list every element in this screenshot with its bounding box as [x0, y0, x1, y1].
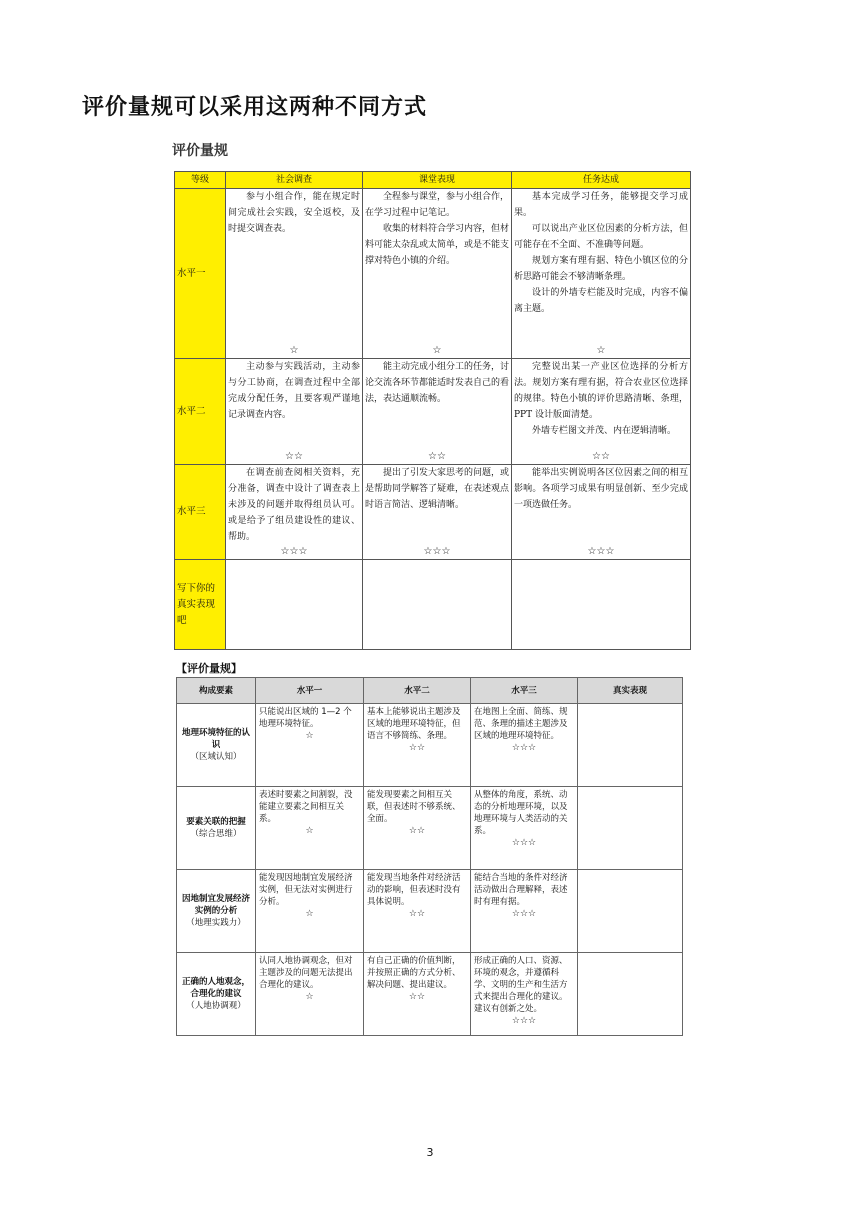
rubric1-cell — [363, 560, 512, 650]
rubric1-cell-paragraph: 在调查前查阅相关资料，充分准备，调查中设计了调查表上未涉及的问题并取得组员认可。或是给予了组员建设性的建议、帮助。 — [228, 468, 360, 542]
rubric1-cell — [512, 359, 691, 465]
star-rating: ☆☆ — [428, 451, 446, 462]
rubric1-cell-paragraph: 设计的外墙专栏能及时完成，内容不偏离主题。 — [514, 288, 688, 314]
rubric1-row — [175, 465, 691, 560]
rubric2-element-competency: （人地协调观） — [186, 1001, 246, 1011]
rubric1-level-label: 水平一 — [175, 189, 226, 359]
star-rating: ☆☆☆ — [511, 909, 537, 919]
rubric1-cell-text — [514, 465, 688, 513]
rubric1-cell — [512, 465, 691, 560]
rubric1-cell-text — [228, 189, 360, 237]
rubric2-row — [177, 953, 683, 1036]
star-rating: ☆☆ — [408, 743, 426, 753]
rubric1-cell — [512, 189, 691, 359]
rubric2-header-element: 构成要素 — [177, 678, 256, 704]
rubric2-cell — [471, 704, 578, 787]
rubric-table-2 — [176, 677, 683, 1036]
rubric1-cell-text — [228, 465, 360, 545]
rubric2-cell — [364, 870, 471, 953]
rubric2-cell — [364, 704, 471, 787]
rubric2-header-row — [177, 678, 683, 704]
rubric1-cell — [363, 359, 512, 465]
rubric2-element-name: 因地制宜发展经济实例的分析 — [181, 894, 250, 916]
rubric1-caption: 评价量规 — [172, 143, 228, 159]
rubric1-cell — [363, 189, 512, 359]
star-rating: ☆ — [432, 345, 442, 356]
rubric1-row — [175, 560, 691, 650]
rubric1-cell-text — [365, 359, 509, 407]
rubric1-cell-paragraph: 全程参与课堂，参与小组合作，在学习过程中记笔记。 — [365, 192, 510, 218]
rubric2-cell — [364, 953, 471, 1036]
rubric2-caption: 【评价量规】 — [176, 662, 242, 675]
rubric2-cell — [578, 787, 683, 870]
star-rating: ☆ — [305, 731, 314, 741]
rubric2-element-cell — [177, 870, 256, 953]
rubric2-cell — [256, 704, 364, 787]
rubric2-header-level2: 水平二 — [364, 678, 471, 704]
rubric1-cell-paragraph: 主动参与实践活动，主动参与分工协商，在调查过程中全部完成分配任务，且要客观严谨地记录调查内容。 — [228, 362, 360, 420]
rubric2-cell-text: 在地图上全面、简练、规范、条理的描述主题涉及区域的地理环境特征。 — [474, 707, 568, 741]
rubric1-cell-paragraph: 收集的材料符合学习内容，但材料可能太杂乱或太简单，或是不能支撑对特色小镇的介绍。 — [365, 224, 510, 266]
star-rating: ☆☆ — [408, 909, 426, 919]
star-rating: ☆☆☆ — [587, 546, 615, 557]
rubric1-cell — [363, 465, 512, 560]
rubric2-element-cell — [177, 787, 256, 870]
rubric1-cell — [226, 189, 363, 359]
rubric1-cell — [512, 560, 691, 650]
rubric2-element-name: 正确的人地观念，合理化的建议 — [181, 977, 250, 999]
star-rating: ☆☆☆ — [280, 546, 308, 557]
rubric2-cell — [256, 870, 364, 953]
star-rating: ☆☆ — [408, 992, 426, 1002]
rubric2-header-level3: 水平三 — [471, 678, 578, 704]
rubric1-row — [175, 359, 691, 465]
rubric2-cell-text: 能结合当地的条件对经济活动做出合理解释，表述时有理有据。 — [474, 873, 568, 907]
rubric1-cell — [226, 359, 363, 465]
star-rating: ☆☆☆ — [511, 838, 537, 848]
rubric1-cell-paragraph: 能主动完成小组分工的任务，讨论交流各环节都能适时发表自己的看法，表达通顺流畅。 — [365, 362, 510, 404]
rubric2-cell-text: 能发现因地制宜发展经济实例，但无法对实例进行分析。 — [259, 873, 353, 907]
rubric1-level-label: 水平二 — [175, 359, 226, 465]
rubric1-cell-paragraph: 外墙专栏图文并茂、内在逻辑清晰。 — [532, 426, 677, 436]
rubric1-header-row — [175, 172, 691, 189]
page-number: 3 — [426, 1146, 434, 1159]
star-rating: ☆ — [289, 345, 299, 356]
star-rating: ☆ — [596, 345, 606, 356]
rubric2-header-actual: 真实表现 — [578, 678, 683, 704]
rubric-table-1 — [174, 171, 691, 650]
rubric1-header-task-completion: 任务达成 — [512, 172, 691, 189]
star-rating: ☆ — [305, 826, 314, 836]
star-rating: ☆☆ — [285, 451, 303, 462]
rubric2-cell — [471, 953, 578, 1036]
rubric1-cell-paragraph: 基本完成学习任务，能够提交学习成果。 — [514, 192, 688, 218]
rubric2-cell-text: 能发现要素之间相互关联，但表述时不够系统、全面。 — [367, 790, 461, 824]
rubric2-element-cell — [177, 704, 256, 787]
rubric1-cell-paragraph: 能举出实例说明各区位因素之间的相互影响。各项学习成果有明显创新、至少完成一项选做任务。 — [514, 468, 688, 510]
rubric2-cell-text: 认同人地协调观念，但对主题涉及的问题无法提出合理化的建议。 — [259, 956, 353, 990]
page-title: 评价量规可以采用这两种不同方式 — [82, 95, 428, 120]
rubric1-cell-paragraph: 提出了引发大家思考的问题，或是帮助同学解答了疑难，在表述观点时语言简洁、逻辑清晰。 — [365, 468, 510, 510]
rubric2-cell — [256, 787, 364, 870]
rubric1-cell-text — [365, 465, 509, 513]
rubric2-element-competency: （地理实践力） — [186, 918, 246, 928]
star-rating: ☆ — [305, 909, 314, 919]
rubric1-cell-text — [365, 189, 509, 269]
rubric2-cell — [471, 870, 578, 953]
rubric1-cell-text — [228, 359, 360, 423]
rubric2-cell-text: 表述时要素之间割裂，没能建立要素之间相互关系。 — [259, 790, 353, 824]
rubric1-cell-paragraph: 可以说出产业区位因素的分析方法，但可能存在不全面、不准确等问题。 — [514, 224, 688, 250]
rubric2-cell-text: 基本上能够说出主题涉及区域的地理环境特征，但语言不够简练、条理。 — [367, 707, 461, 741]
rubric1-header-class-performance: 课堂表现 — [363, 172, 512, 189]
rubric2-row — [177, 787, 683, 870]
rubric1-cell-text — [514, 359, 688, 439]
rubric2-element-competency: （区域认知） — [190, 752, 242, 762]
rubric2-header-level1: 水平一 — [256, 678, 364, 704]
rubric2-cell-text: 从整体的角度，系统、动态的分析地理环境，以及地理环境与人类活动的关系。 — [474, 790, 568, 836]
rubric1-header-level: 等级 — [175, 172, 226, 189]
rubric2-element-competency: （综合思维） — [190, 829, 242, 839]
star-rating: ☆☆ — [408, 826, 426, 836]
star-rating: ☆☆☆ — [511, 1016, 537, 1026]
star-rating: ☆☆ — [592, 451, 610, 462]
rubric1-cell-text — [514, 189, 688, 317]
rubric2-cell-text: 能发现当地条件对经济活动的影响，但表述时没有具体说明。 — [367, 873, 461, 907]
rubric2-cell-text: 只能说出区域的 1—2 个地理环境特征。 — [259, 707, 352, 729]
star-rating: ☆☆☆ — [423, 546, 451, 557]
rubric2-cell-text: 形成正确的人口、资源、环境的观念，并遵循科学、文明的生产和生活方式来提出合理化的建议。建议有创新之处。 — [474, 956, 568, 1014]
rubric2-cell — [578, 953, 683, 1036]
rubric1-cell — [226, 560, 363, 650]
rubric1-cell — [226, 465, 363, 560]
rubric2-cell-text: 有自己正确的价值判断，并按照正确的方式分析、解决问题、提出建议。 — [367, 956, 461, 990]
rubric2-cell — [578, 870, 683, 953]
rubric2-row — [177, 870, 683, 953]
rubric2-cell — [364, 787, 471, 870]
star-rating: ☆ — [305, 992, 314, 1002]
rubric2-cell — [578, 704, 683, 787]
rubric1-level-label: 写下你的真实表现吧 — [175, 560, 226, 650]
rubric1-row — [175, 189, 691, 359]
rubric2-row — [177, 704, 683, 787]
rubric2-cell — [256, 953, 364, 1036]
rubric2-cell — [471, 787, 578, 870]
rubric2-element-name: 要素关联的把握 — [186, 817, 246, 827]
rubric1-header-social-survey: 社会调查 — [226, 172, 363, 189]
rubric1-cell-paragraph: 完整说出某一产业区位选择的分析方法。规划方案有理有据，符合农业区位选择的规律。特色小镇的评价思路清晰、条理，PPT 设计版面清楚。 — [514, 362, 688, 420]
rubric1-cell-paragraph: 规划方案有理有据、特色小镇区位的分析思路可能会不够清晰条理。 — [514, 256, 688, 282]
rubric1-level-label: 水平三 — [175, 465, 226, 560]
rubric2-element-name: 地理环境特征的认识 — [181, 728, 250, 750]
star-rating: ☆☆☆ — [511, 743, 537, 753]
rubric2-element-cell — [177, 953, 256, 1036]
rubric1-cell-paragraph: 参与小组合作，能在规定时间完成社会实践，安全返校，及时提交调查表。 — [228, 192, 360, 234]
